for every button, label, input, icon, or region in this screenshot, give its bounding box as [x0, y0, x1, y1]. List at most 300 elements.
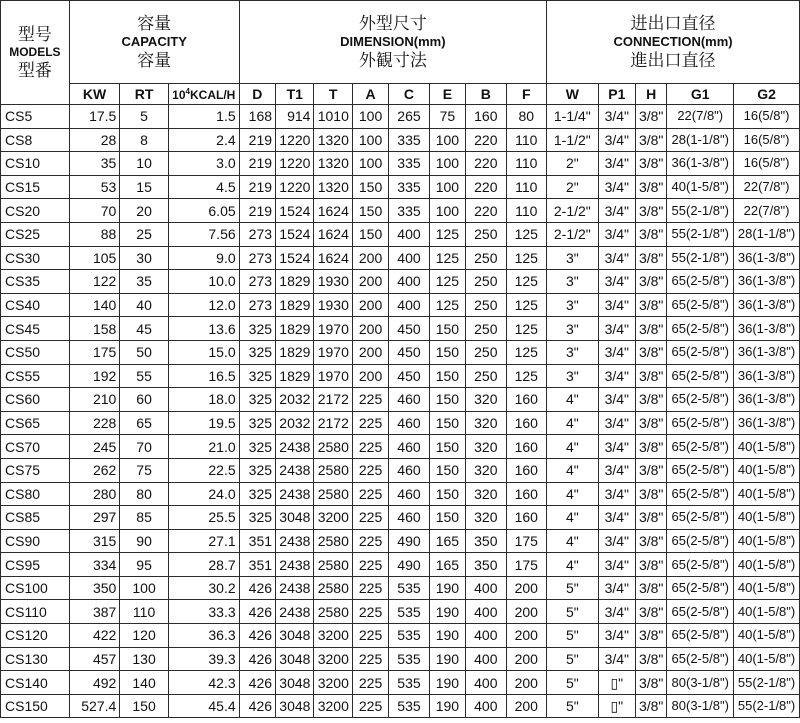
cell-w: 3"	[547, 293, 599, 317]
cell-w: 5"	[547, 624, 599, 648]
cell-c: 335	[389, 199, 429, 223]
cell-kcal: 45.4	[168, 694, 239, 718]
cell-t1: 2438	[276, 553, 314, 577]
cell-model: CS140	[1, 671, 70, 695]
cell-model: CS120	[1, 624, 70, 648]
cell-f: 125	[506, 364, 547, 388]
table-row	[1, 152, 800, 176]
table-row	[1, 128, 800, 152]
cell-b: 350	[466, 529, 506, 553]
cell-kw: 105	[69, 246, 120, 270]
cell-rt: 120	[120, 624, 169, 648]
cell-b: 320	[466, 411, 506, 435]
cell-model: CS25	[1, 222, 70, 246]
cell-g1: 28(1-1/8")	[667, 128, 734, 152]
cell-g1: 65(2-5/8")	[667, 435, 734, 459]
cell-t1: 914	[276, 105, 314, 129]
cell-h: 3/8"	[636, 246, 667, 270]
cell-h: 3/8"	[636, 293, 667, 317]
cell-w: 5"	[547, 600, 599, 624]
cell-kcal: 16.5	[168, 364, 239, 388]
cell-g1: 65(2-5/8")	[667, 553, 734, 577]
cell-kcal: 42.3	[168, 671, 239, 695]
cell-g1: 65(2-5/8")	[667, 388, 734, 412]
col-w: W	[547, 84, 599, 105]
cell-a: 225	[352, 506, 388, 530]
cell-rt: 95	[120, 553, 169, 577]
cell-model: CS95	[1, 553, 70, 577]
cell-t: 3200	[314, 624, 352, 648]
cell-e: 165	[429, 529, 465, 553]
cell-g1: 65(2-5/8")	[667, 317, 734, 341]
cell-w: 1-1/4"	[547, 105, 599, 129]
cell-kw: 334	[69, 553, 120, 577]
cell-t: 1930	[314, 293, 352, 317]
cell-t: 1624	[314, 199, 352, 223]
cell-p1: 3/4"	[598, 175, 635, 199]
cell-kw: 297	[69, 506, 120, 530]
cell-f: 160	[506, 388, 547, 412]
cell-a: 225	[352, 482, 388, 506]
cell-c: 460	[389, 411, 429, 435]
cell-g2: 55(2-1/8")	[734, 671, 800, 695]
cell-t1: 2438	[276, 600, 314, 624]
cell-kw: 228	[69, 411, 120, 435]
dimension-header-en: DIMENSION(mm)	[340, 33, 446, 49]
cell-t1: 1220	[276, 128, 314, 152]
cell-g1: 55(2-1/8")	[667, 246, 734, 270]
cell-model: CS55	[1, 364, 70, 388]
cell-d: 426	[239, 671, 275, 695]
cell-d: 426	[239, 600, 275, 624]
cell-model: CS150	[1, 694, 70, 718]
cell-d: 273	[239, 270, 275, 294]
cell-b: 250	[466, 222, 506, 246]
cell-rt: 90	[120, 529, 169, 553]
cell-p1: 3/4"	[598, 553, 635, 577]
cell-model: CS65	[1, 411, 70, 435]
cell-g2: 36(1-3/8")	[734, 364, 800, 388]
cell-h: 3/8"	[636, 388, 667, 412]
cell-b: 350	[466, 553, 506, 577]
cell-p1: 3/4"	[598, 293, 635, 317]
cell-kw: 122	[69, 270, 120, 294]
cell-b: 250	[466, 293, 506, 317]
cell-kw: 28	[69, 128, 120, 152]
cell-kw: 17.5	[69, 105, 120, 129]
cell-f: 110	[506, 152, 547, 176]
cell-d: 351	[239, 553, 275, 577]
cell-g2: 36(1-3/8")	[734, 293, 800, 317]
cell-c: 265	[389, 105, 429, 129]
cell-t1: 2438	[276, 529, 314, 553]
cell-e: 100	[429, 128, 465, 152]
cell-e: 100	[429, 175, 465, 199]
cell-w: 2-1/2"	[547, 222, 599, 246]
cell-h: 3/8"	[636, 411, 667, 435]
cell-g1: 65(2-5/8")	[667, 293, 734, 317]
cell-rt: 80	[120, 482, 169, 506]
cell-c: 400	[389, 270, 429, 294]
cell-model: CS100	[1, 576, 70, 600]
cell-e: 150	[429, 340, 465, 364]
cell-kw: 315	[69, 529, 120, 553]
cell-t1: 3048	[276, 694, 314, 718]
cell-d: 219	[239, 152, 275, 176]
cell-d: 273	[239, 222, 275, 246]
cell-kw: 280	[69, 482, 120, 506]
cell-g1: 65(2-5/8")	[667, 600, 734, 624]
cell-t: 1320	[314, 128, 352, 152]
cell-e: 125	[429, 222, 465, 246]
cell-g1: 65(2-5/8")	[667, 270, 734, 294]
cell-kcal: 15.0	[168, 340, 239, 364]
cell-c: 450	[389, 364, 429, 388]
capacity-header-en: CAPACITY	[121, 33, 187, 49]
cell-b: 220	[466, 152, 506, 176]
cell-g1: 65(2-5/8")	[667, 624, 734, 648]
cell-t: 2580	[314, 600, 352, 624]
table-row	[1, 411, 800, 435]
cell-b: 250	[466, 340, 506, 364]
cell-f: 200	[506, 671, 547, 695]
cell-g1: 65(2-5/8")	[667, 411, 734, 435]
cell-model: CS75	[1, 458, 70, 482]
cell-g1: 65(2-5/8")	[667, 506, 734, 530]
table-row	[1, 694, 800, 718]
cell-b: 400	[466, 694, 506, 718]
cell-g2: 55(2-1/8")	[734, 694, 800, 718]
cell-h: 3/8"	[636, 553, 667, 577]
cell-t: 2580	[314, 553, 352, 577]
cell-f: 125	[506, 270, 547, 294]
cell-w: 2"	[547, 152, 599, 176]
connection-header-cn: 进出口直径	[630, 13, 716, 33]
cell-h: 3/8"	[636, 317, 667, 341]
col-f: F	[506, 84, 547, 105]
cell-t: 1970	[314, 340, 352, 364]
cell-model: CS50	[1, 340, 70, 364]
cell-h: 3/8"	[636, 624, 667, 648]
cell-t: 2172	[314, 388, 352, 412]
cell-t1: 2032	[276, 388, 314, 412]
cell-h: 3/8"	[636, 175, 667, 199]
cell-a: 225	[352, 647, 388, 671]
cell-p1: 3/4"	[598, 647, 635, 671]
table-row	[1, 199, 800, 223]
cell-kcal: 30.2	[168, 576, 239, 600]
cell-b: 250	[466, 246, 506, 270]
cell-p1: 3/4"	[598, 600, 635, 624]
cell-w: 4"	[547, 411, 599, 435]
cell-p1: 3/4"	[598, 270, 635, 294]
cell-g2: 40(1-5/8")	[734, 506, 800, 530]
cell-rt: 55	[120, 364, 169, 388]
capacity-header-cn: 容量	[137, 13, 172, 33]
cell-w: 4"	[547, 506, 599, 530]
cell-h: 3/8"	[636, 671, 667, 695]
cell-t: 2580	[314, 482, 352, 506]
cell-kcal: 27.1	[168, 529, 239, 553]
cell-p1: 3/4"	[598, 411, 635, 435]
cell-w: 3"	[547, 246, 599, 270]
cell-t1: 1524	[276, 222, 314, 246]
cell-p1: 3/4"	[598, 317, 635, 341]
cell-h: 3/8"	[636, 270, 667, 294]
cell-g2: 16(5/8")	[734, 105, 800, 129]
table-row	[1, 600, 800, 624]
cell-rt: 70	[120, 435, 169, 459]
cell-e: 190	[429, 671, 465, 695]
cell-kcal: 36.3	[168, 624, 239, 648]
cell-w: 4"	[547, 553, 599, 577]
cell-e: 150	[429, 458, 465, 482]
cell-a: 225	[352, 624, 388, 648]
cell-kcal: 21.0	[168, 435, 239, 459]
cell-b: 220	[466, 128, 506, 152]
cell-rt: 30	[120, 246, 169, 270]
table-row	[1, 576, 800, 600]
models-header-en: MODELS	[9, 45, 61, 59]
table-row	[1, 246, 800, 270]
col-rt: RT	[120, 84, 169, 105]
cell-w: 5"	[547, 694, 599, 718]
cell-g2: 40(1-5/8")	[734, 482, 800, 506]
cell-kw: 140	[69, 293, 120, 317]
cell-e: 150	[429, 317, 465, 341]
cell-t1: 3048	[276, 624, 314, 648]
cell-g1: 22(7/8")	[667, 105, 734, 129]
cell-p1: 3/4"	[598, 105, 635, 129]
cell-w: 3"	[547, 270, 599, 294]
models-header-cn: 型号	[17, 24, 52, 44]
cell-t: 2580	[314, 435, 352, 459]
cell-h: 3/8"	[636, 600, 667, 624]
cell-w: 4"	[547, 458, 599, 482]
cell-w: 5"	[547, 647, 599, 671]
cell-c: 335	[389, 152, 429, 176]
cell-t: 2172	[314, 411, 352, 435]
cell-rt: 50	[120, 340, 169, 364]
cell-t: 1320	[314, 152, 352, 176]
cell-a: 150	[352, 199, 388, 223]
connection-header	[547, 1, 800, 84]
cell-c: 460	[389, 458, 429, 482]
cell-kcal: 39.3	[168, 647, 239, 671]
table-row	[1, 482, 800, 506]
cell-f: 125	[506, 293, 547, 317]
table-row	[1, 175, 800, 199]
cell-w: 5"	[547, 576, 599, 600]
cell-t1: 3048	[276, 671, 314, 695]
cell-g1: 40(1-5/8")	[667, 175, 734, 199]
cell-a: 225	[352, 553, 388, 577]
cell-t: 2580	[314, 458, 352, 482]
cell-kw: 350	[69, 576, 120, 600]
cell-e: 125	[429, 270, 465, 294]
cell-d: 325	[239, 364, 275, 388]
cell-rt: 15	[120, 175, 169, 199]
cell-rt: 5	[120, 105, 169, 129]
cell-kw: 70	[69, 199, 120, 223]
cell-b: 220	[466, 199, 506, 223]
cell-c: 460	[389, 482, 429, 506]
cell-c: 460	[389, 388, 429, 412]
cell-g1: 65(2-5/8")	[667, 340, 734, 364]
cell-c: 535	[389, 647, 429, 671]
cell-t1: 2438	[276, 482, 314, 506]
col-kcal: $10^4KCAL/H$	[168, 84, 239, 105]
cell-kw: 262	[69, 458, 120, 482]
cell-rt: 65	[120, 411, 169, 435]
table-row	[1, 270, 800, 294]
cell-kcal: 9.0	[168, 246, 239, 270]
cell-e: 190	[429, 600, 465, 624]
cell-f: 160	[506, 411, 547, 435]
cell-p1: 3/4"	[598, 246, 635, 270]
cell-f: 110	[506, 175, 547, 199]
cell-c: 450	[389, 317, 429, 341]
cell-model: CS30	[1, 246, 70, 270]
cell-p1: 3/4"	[598, 576, 635, 600]
cell-e: 150	[429, 388, 465, 412]
cell-d: 273	[239, 246, 275, 270]
cell-e: 150	[429, 435, 465, 459]
cell-g1: 65(2-5/8")	[667, 576, 734, 600]
cell-d: 168	[239, 105, 275, 129]
cell-t: 1930	[314, 270, 352, 294]
col-p1: P1	[598, 84, 635, 105]
cell-t1: 1829	[276, 317, 314, 341]
cell-c: 535	[389, 694, 429, 718]
cell-b: 320	[466, 506, 506, 530]
cell-t1: 1829	[276, 340, 314, 364]
cell-f: 125	[506, 340, 547, 364]
cell-w: 4"	[547, 388, 599, 412]
table-row	[1, 388, 800, 412]
cell-kcal: 28.7	[168, 553, 239, 577]
cell-t: 1970	[314, 317, 352, 341]
cell-g2: 40(1-5/8")	[734, 553, 800, 577]
cell-e: 100	[429, 152, 465, 176]
connection-header-jp: 進出口直径	[630, 51, 716, 71]
cell-kw: 457	[69, 647, 120, 671]
cell-a: 225	[352, 388, 388, 412]
cell-model: CS35	[1, 270, 70, 294]
cell-g1: 65(2-5/8")	[667, 482, 734, 506]
cell-b: 220	[466, 175, 506, 199]
cell-kw: 158	[69, 317, 120, 341]
cell-h: 3/8"	[636, 105, 667, 129]
cell-c: 535	[389, 671, 429, 695]
cell-e: 125	[429, 293, 465, 317]
cell-t1: 3048	[276, 506, 314, 530]
cell-kcal: 3.0	[168, 152, 239, 176]
cell-p1: 3/4"	[598, 364, 635, 388]
cell-h: 3/8"	[636, 647, 667, 671]
cell-kcal: 22.5	[168, 458, 239, 482]
cell-c: 535	[389, 624, 429, 648]
cell-t1: 1524	[276, 199, 314, 223]
col-h: H	[636, 84, 667, 105]
cell-kcal: 6.05	[168, 199, 239, 223]
cell-model: CS15	[1, 175, 70, 199]
cell-kcal: 19.5	[168, 411, 239, 435]
cell-f: 160	[506, 482, 547, 506]
table-row	[1, 364, 800, 388]
cell-a: 225	[352, 529, 388, 553]
table-row	[1, 340, 800, 364]
cell-a: 225	[352, 458, 388, 482]
cell-rt: 40	[120, 293, 169, 317]
cell-f: 125	[506, 222, 547, 246]
cell-b: 400	[466, 600, 506, 624]
cell-a: 100	[352, 152, 388, 176]
cell-d: 325	[239, 388, 275, 412]
cell-rt: 8	[120, 128, 169, 152]
cell-rt: 60	[120, 388, 169, 412]
cell-kw: 245	[69, 435, 120, 459]
cell-c: 535	[389, 576, 429, 600]
cell-t: 1010	[314, 105, 352, 129]
cell-c: 335	[389, 175, 429, 199]
table-body	[1, 105, 800, 718]
cell-g2: 40(1-5/8")	[734, 576, 800, 600]
cell-kw: 422	[69, 624, 120, 648]
cell-model: CS85	[1, 506, 70, 530]
cell-p1: 3/4"	[598, 458, 635, 482]
cell-kw: 387	[69, 600, 120, 624]
cell-b: 250	[466, 364, 506, 388]
cell-kw: 53	[69, 175, 120, 199]
cell-w: 2"	[547, 175, 599, 199]
cell-p1: 3/4"	[598, 222, 635, 246]
cell-kcal: 7.56	[168, 222, 239, 246]
cell-w: 1-1/2"	[547, 128, 599, 152]
cell-c: 335	[389, 128, 429, 152]
cell-model: CS8	[1, 128, 70, 152]
cell-h: 3/8"	[636, 364, 667, 388]
capacity-header	[69, 1, 239, 84]
cell-c: 450	[389, 340, 429, 364]
cell-h: 3/8"	[636, 506, 667, 530]
cell-p1: 3/4"	[598, 506, 635, 530]
cell-a: 225	[352, 576, 388, 600]
table-row	[1, 624, 800, 648]
cell-t1: 1220	[276, 152, 314, 176]
cell-t1: 2438	[276, 576, 314, 600]
cell-model: CS40	[1, 293, 70, 317]
cell-t: 3200	[314, 671, 352, 695]
cell-p1: 3/4"	[598, 388, 635, 412]
cell-t1: 2438	[276, 458, 314, 482]
cell-kcal: 13.6	[168, 317, 239, 341]
cell-rt: 35	[120, 270, 169, 294]
cell-p1: ▯"	[598, 671, 635, 695]
col-t1: T1	[276, 84, 314, 105]
cell-model: CS80	[1, 482, 70, 506]
cell-kcal: 12.0	[168, 293, 239, 317]
cell-a: 200	[352, 340, 388, 364]
cell-h: 3/8"	[636, 576, 667, 600]
cell-g1: 80(3-1/8")	[667, 671, 734, 695]
cell-b: 400	[466, 624, 506, 648]
cell-a: 100	[352, 105, 388, 129]
cell-b: 250	[466, 270, 506, 294]
cell-h: 3/8"	[636, 529, 667, 553]
cell-kcal: 18.0	[168, 388, 239, 412]
cell-kw: 175	[69, 340, 120, 364]
